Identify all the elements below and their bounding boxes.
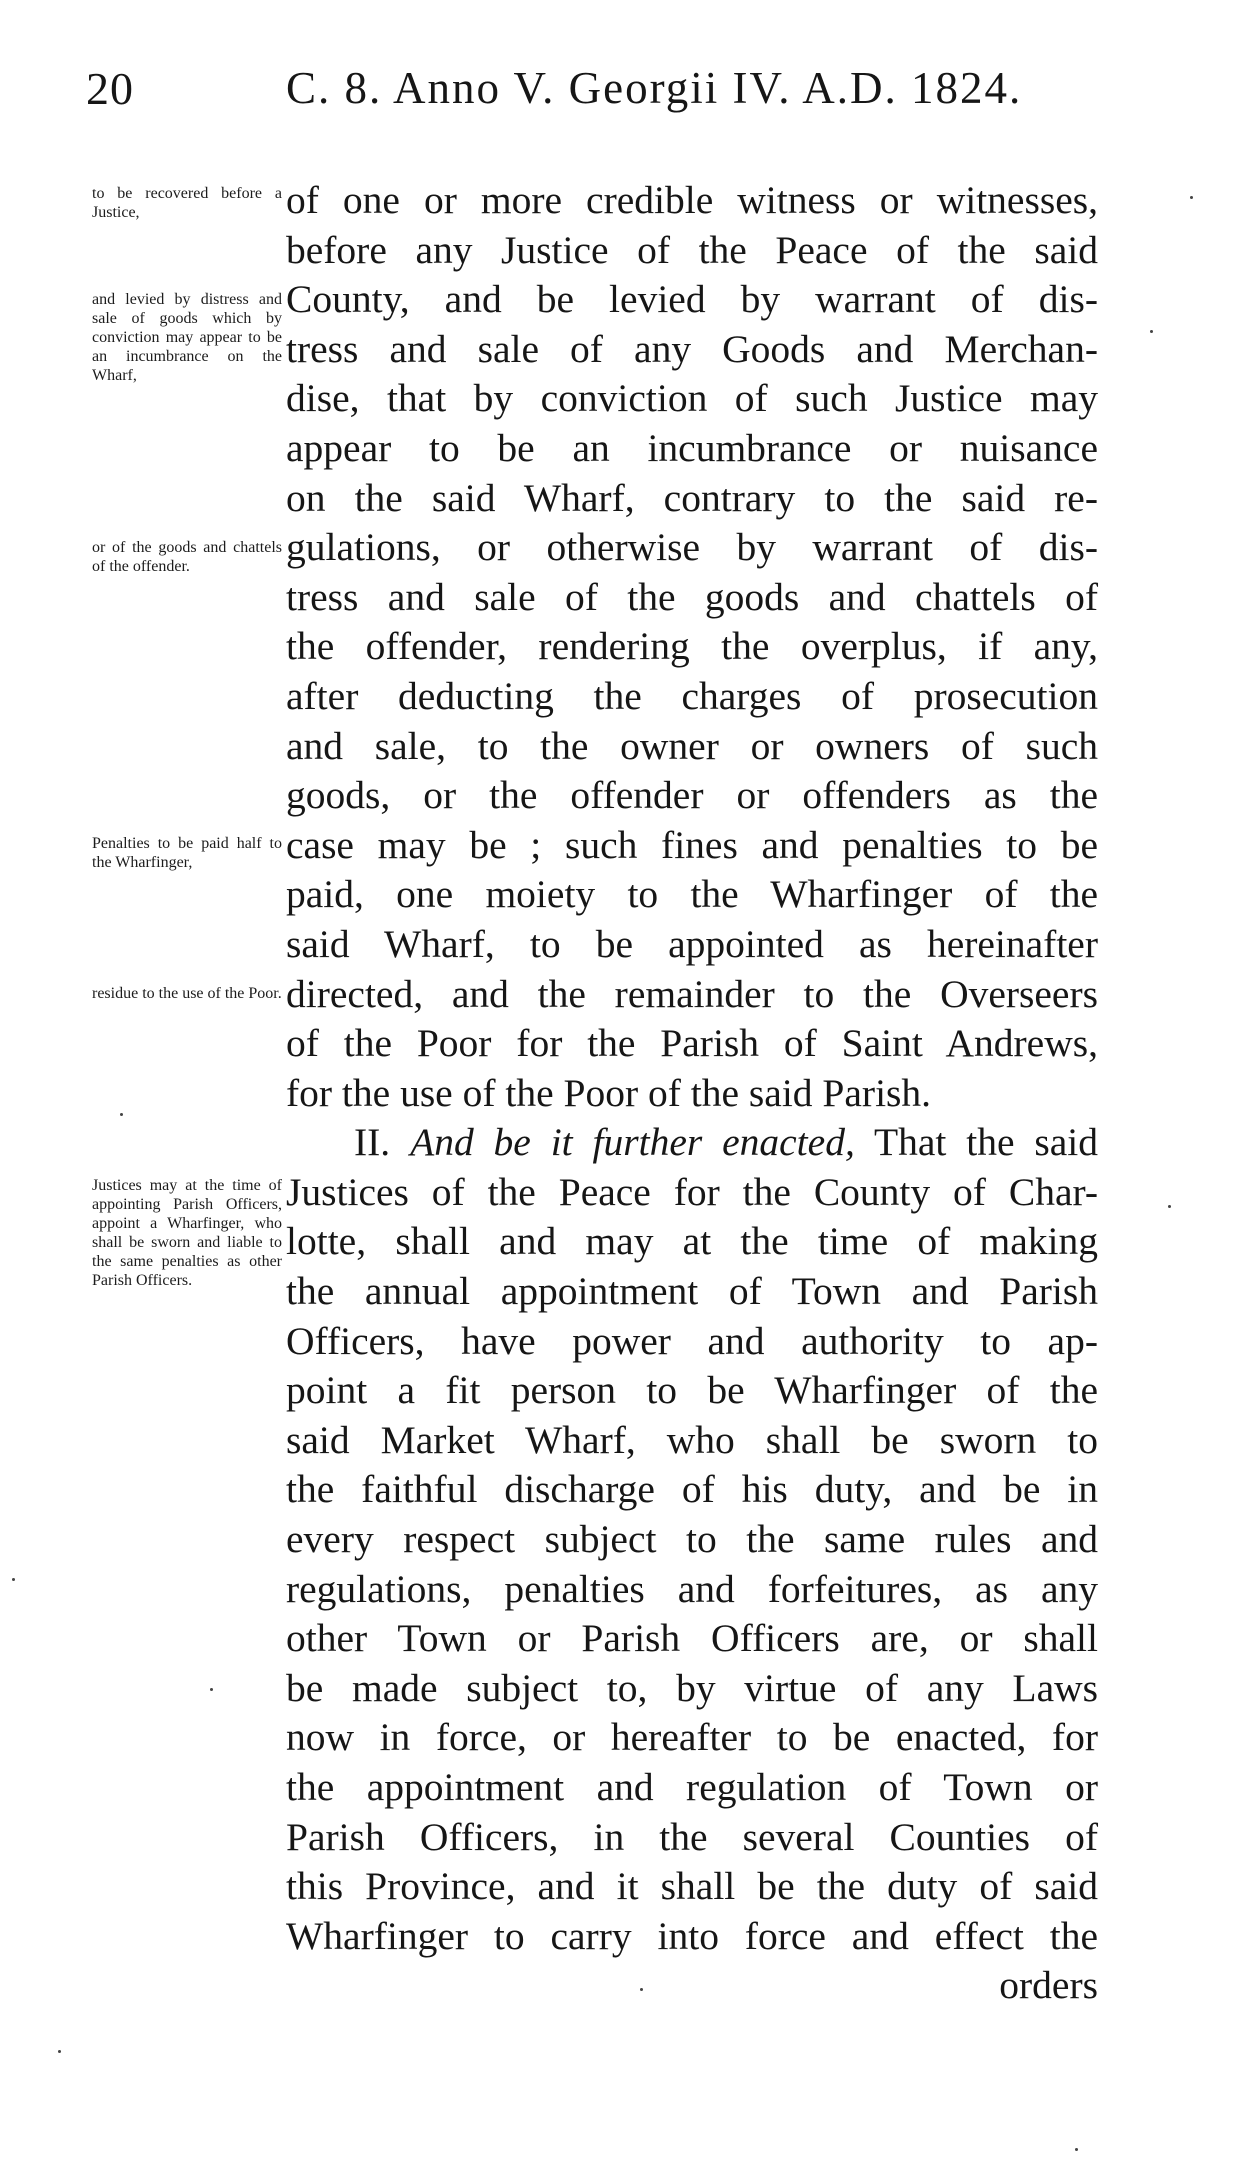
- scan-speck: [1190, 196, 1193, 199]
- text-line: of the Poor for the Parish of Saint Andrews,: [286, 1021, 1098, 1066]
- page-number: 20: [86, 63, 134, 114]
- text-line: other Town or Parish Officers are, or shall: [286, 1616, 1098, 1661]
- text-line: the offender, rendering the overplus, if any,: [286, 624, 1098, 669]
- enacting-words: And be it further enacted,: [410, 1120, 855, 1165]
- text-line: regulations, penalties and forfeitures, as any: [286, 1566, 1098, 1611]
- text-line: Parish Officers, in the several Counties of: [286, 1814, 1098, 1859]
- text-line: for the use of the Poor of the said Parish.: [286, 1070, 932, 1115]
- text-line: and sale, to the owner or owners of such: [286, 723, 1098, 768]
- scan-speck: [120, 1113, 123, 1116]
- text-line: said Wharf, to be appointed as hereinafter: [286, 921, 1098, 966]
- margin-note: residue to the use of the Poor.: [92, 985, 282, 1002]
- section-ii-first-line: [286, 1118, 1098, 1168]
- section-numeral: II.: [354, 1120, 391, 1165]
- text-line: dise, that by conviction of such Justice may: [286, 376, 1098, 421]
- text-line: be made subject to, by virtue of any Laws: [286, 1665, 1098, 1710]
- margin-note: Justices may at the time of appointing Parish Officers, appoint a Wharfinger, who shall be sworn and liable to the same penalties as other Parish Officers.: [92, 1177, 282, 1289]
- text-line: tress and sale of the goods and chattels of: [286, 574, 1098, 619]
- text-line: point a fit person to be Wharfinger of the: [286, 1368, 1098, 1413]
- text-line: Justices of the Peace for the County of Char-: [286, 1169, 1098, 1214]
- text-line: goods, or the offender or offenders as the: [286, 773, 1098, 818]
- margin-note: or of the goods and chattels of the offender.: [92, 539, 282, 575]
- text-line: Officers, have power and authority to ap-: [286, 1318, 1098, 1363]
- margin-note: to be recovered before a Justice,: [92, 185, 282, 221]
- text-line: paid, one moiety to the Wharfinger of the: [286, 872, 1098, 917]
- text-line: County, and be levied by warrant of dis-: [286, 277, 1098, 322]
- text-line: said Market Wharf, who shall be sworn to: [286, 1417, 1098, 1462]
- margin-note: and levied by distress and sale of goods which by conviction may appear to be an incumbrance on the Wharf,: [92, 291, 282, 384]
- text-line: of one or more credible witness or witnesses,: [286, 178, 1098, 222]
- text-line: now in force, or hereafter to be enacted, for: [286, 1715, 1098, 1760]
- page-header: [80, 62, 1100, 132]
- text-line: the appointment and regulation of Town or: [286, 1765, 1098, 1809]
- text-line: appear to be an incumbrance or nuisance: [286, 425, 1098, 470]
- scan-speck: [1168, 1205, 1171, 1208]
- text-line: Wharfinger to carry into force and effect the: [286, 1913, 1098, 1958]
- text-line: after deducting the charges of prosecution: [286, 673, 1098, 718]
- margin-note: Penalties to be paid half to the Wharfinger,: [92, 835, 282, 871]
- scan-speck: [12, 1578, 15, 1581]
- catchword: orders: [999, 1963, 1098, 2008]
- text-line: this Province, and it shall be the duty of said: [286, 1864, 1098, 1909]
- text-line: case may be ; such fines and penalties to be: [286, 822, 1098, 867]
- text-line: every respect subject to the same rules and: [286, 1517, 1098, 1562]
- scan-speck: [640, 1988, 643, 1991]
- scan-speck: [1075, 2148, 1078, 2151]
- text-line: lotte, shall and may at the time of making: [286, 1219, 1098, 1264]
- text-line: the faithful discharge of his duty, and be in: [286, 1467, 1098, 1512]
- section-ii-first-line-rest: That the said: [873, 1120, 1098, 1165]
- scan-speck: [58, 2050, 61, 2053]
- text-line: on the said Wharf, contrary to the said re-: [286, 475, 1098, 520]
- text-line: the annual appointment of Town and Parish: [286, 1269, 1098, 1314]
- running-head: C. 8. Anno V. Georgii IV. A.D. 1824.: [286, 63, 1023, 113]
- text-line: directed, and the remainder to the Overseers: [286, 971, 1098, 1016]
- text-line: before any Justice of the Peace of the said: [286, 227, 1098, 272]
- text-line: gulations, or otherwise by warrant of dis-: [286, 525, 1098, 570]
- text-line: tress and sale of any Goods and Merchan-: [286, 326, 1098, 371]
- scan-speck: [1150, 330, 1153, 333]
- main-text: [286, 176, 1098, 2011]
- scan-speck: [210, 1688, 213, 1691]
